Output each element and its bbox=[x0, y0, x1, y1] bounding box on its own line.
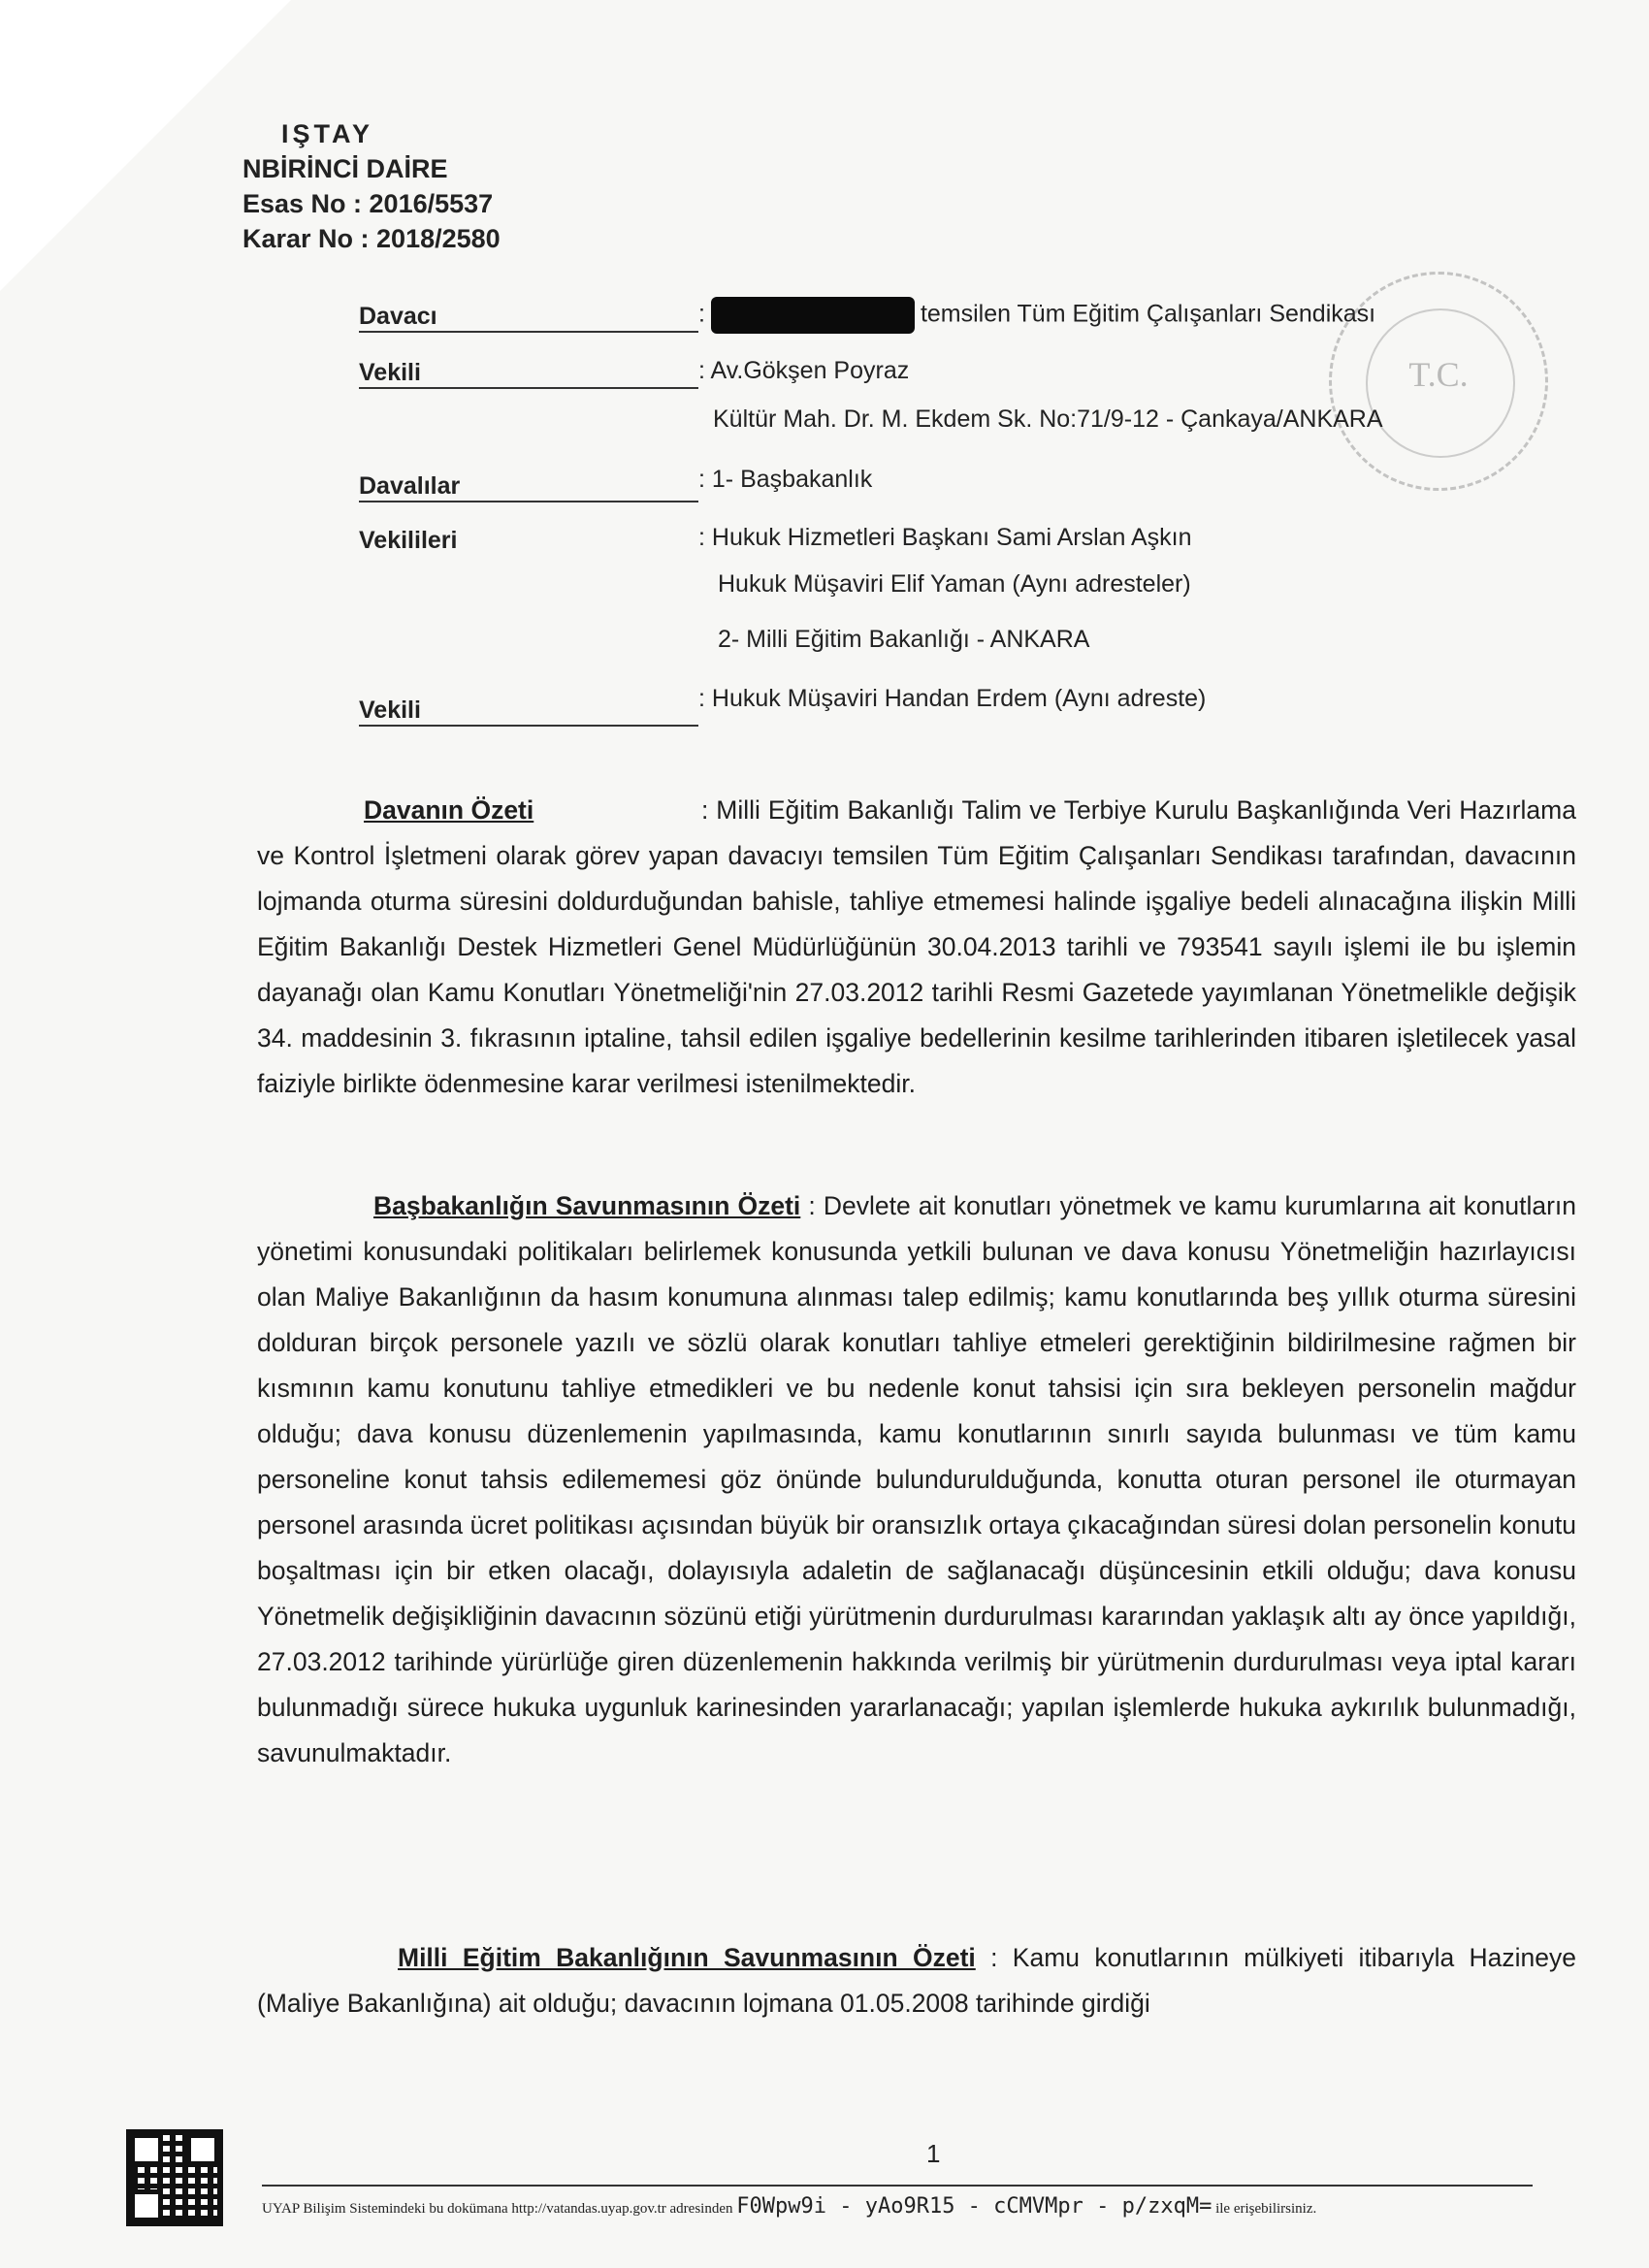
vekilleri-row bbox=[359, 527, 457, 555]
davaci-row bbox=[359, 303, 698, 333]
basbakanlik-savunma-paragraph bbox=[257, 1183, 1576, 1776]
meb-savunma-paragraph bbox=[257, 1935, 1576, 2026]
vekili-row bbox=[359, 359, 698, 389]
meb-text: : Kamu konutlarının mülkiyeti itibarıyla Hazineye (Maliye Bakanlığına) ait olduğu; davacının lojmana 01.05.2008 tarihinde girdiği bbox=[257, 1943, 1576, 2018]
qr-code bbox=[126, 2129, 223, 2226]
court-name: IŞTAY bbox=[281, 119, 374, 148]
meb-label: Milli Eğitim Bakanlığının Savunmasının Özeti bbox=[398, 1943, 976, 1972]
vekil-1b: Hukuk Müşaviri Elif Yaman (Aynı adresteler) bbox=[718, 570, 1191, 598]
vekilleri-label: Vekilileri bbox=[359, 527, 458, 554]
page-number: 1 bbox=[926, 2139, 941, 2168]
davali-1: : 1- Başbakanlık bbox=[698, 466, 873, 493]
karar-number: Karar No : 2018/2580 bbox=[242, 224, 501, 253]
davalilar-row bbox=[359, 472, 698, 502]
dava-ozeti-text: : Milli Eğitim Bakanlığı Talim ve Terbiye Kurulu Başkanlığında Veri Hazırlama ve Kontrol İşletmeni olarak görev yapan davacıyı temsilen Tüm Eğitim Çalışanları Sendikası tarafından, davacının lojmanda oturma süresini doldurduğundan bahisle, tahliye etmemesi halinde işgaliye bedeli alınacağına ilişkin Milli Eğitim Bakanlığı Destek Hizmetleri Genel Müdürlüğünün 30.04.2013 tarihli ve 793541 sayılı işlemi ile bu işlemin dayanağı olan Kamu Konutları Yönetmeliği'nin 27.03.2012 tarihli Resmi Gazetede yayımlanan Yönetmelikle değişik 34. maddesinin 3. fıkrasının iptaline, tahsil edilen işgaliye bedellerinin kesilme tarihlerinden itibaren işletilecek yasal faiziyle birlikte ödenmesine karar verilmesi istenilmektedir. bbox=[257, 795, 1576, 1098]
vekili-label: Vekili bbox=[359, 359, 698, 389]
vekili-address: Kültür Mah. Dr. M. Ekdem Sk. No:71/9-12 - Çankaya/ANKARA bbox=[713, 405, 1383, 433]
vekili2-label: Vekili bbox=[359, 697, 698, 727]
esas-number: Esas No : 2016/5537 bbox=[242, 189, 494, 218]
footer-prefix: UYAP Bilişim Sistemindeki bu dokümana http://vatandas.uyap.gov.tr adresinden bbox=[262, 2201, 733, 2217]
vekili-value: : Av.Gökşen Poyraz bbox=[698, 357, 910, 384]
davali-2: 2- Milli Eğitim Bakanlığı - ANKARA bbox=[718, 626, 1090, 653]
basbakanlik-text: : Devlete ait konutları yönetmek ve kamu kurumlarına ait konutların yönetimi konusundaki politikaları belirlemek konusunda yetkili bulunan ve dava konusu Yönetmeliğin hazırlayıcısı olan Maliye Bakanlığının da hasım konumuna alınması talep edilmiş; kamu konutlarında beş yıllık oturma süresini dolduran birçok personele yazılı ve sözlü olarak konutları tahliye etmeleri gerektiğinin bildirilmesine rağmen bir kısmının kamu konutunu tahliye etmedikleri ve bu nedenle konut tahsisi için sıra bekleyen personelin mağdur olduğu; dava konusu düzenlemenin yapılmasında, kamu konutlarının sınırlı sayıda bulunması ve tüm kamu personeline konut tahsis edilememesi göz önünde bulundurulduğunda, konutta oturan personel ile oturmayan personel arasında ücret politikası açısından büyük bir oransızlık ortaya çıkacağından süresi dolan personelin konutu boşaltması için bir etken olacağı, dolayısıyla adaletin de sağlanacağı düşüncesinin etkili olduğu; dava konusu Yönetmelik değişikliğinin davacının sözünü etiği yürütmenin durdurulması kararından yaklaşık altı ay önce yapıldığı, 27.03.2012 tarihinde yürürlüğe giren düzenlemenin hakkında verilmiş bir yürütmenin durdurulması veya iptal kararı bulunmadığı sürece hukuka uygunluk karinesinden yararlanacağı; yapılan işlemlerde hukuka aykırılık bulunmadığı, savunulmaktadır. bbox=[257, 1191, 1576, 1767]
redaction-bar bbox=[711, 297, 915, 334]
verification-code: F0Wpw9i - yAo9R15 - cCMVMpr - p/zxqM= bbox=[736, 2194, 1212, 2219]
vekili2-row bbox=[359, 697, 698, 727]
seal-text: T.C. bbox=[1408, 355, 1469, 394]
dava-ozeti-paragraph bbox=[257, 788, 1576, 1107]
davaci-value: : temsilen Tüm Eğitim Çalışanları Sendikası bbox=[698, 297, 1375, 334]
dava-ozeti-label: Davanın Özeti bbox=[364, 795, 534, 825]
footer-suffix: ile erişebilirsiniz. bbox=[1215, 2201, 1317, 2217]
uyap-footer bbox=[262, 2194, 1316, 2219]
vekil-1a: : Hukuk Hizmetleri Başkanı Sami Arslan Aşkın bbox=[698, 524, 1192, 551]
davaci-label: Davacı bbox=[359, 303, 698, 333]
vekil-2: : Hukuk Müşaviri Handan Erdem (Aynı adreste) bbox=[698, 685, 1207, 712]
footer-divider bbox=[262, 2185, 1533, 2187]
basbakanlik-label: Başbakanlığın Savunmasının Özeti bbox=[373, 1191, 801, 1220]
case-header bbox=[242, 116, 501, 256]
chamber-name: NBİRİNCİ DAİRE bbox=[242, 154, 448, 183]
davalilar-label: Davalılar bbox=[359, 472, 698, 502]
